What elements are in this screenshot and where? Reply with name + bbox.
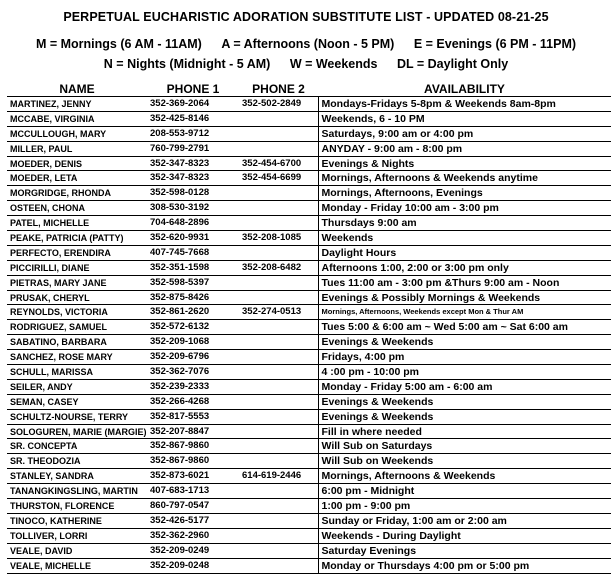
cell-availability: 4 :00 pm - 10:00 pm — [318, 365, 611, 380]
cell-phone2 — [239, 424, 318, 439]
cell-phone1: 352-598-0128 — [147, 186, 239, 201]
cell-name: TOLLIVER, LORRI — [7, 528, 147, 543]
cell-phone2 — [239, 350, 318, 365]
cell-availability: Mornings, Afternoons & Weekends anytime — [318, 171, 611, 186]
cell-phone1: 352-425-8146 — [147, 111, 239, 126]
table-row — [7, 528, 611, 543]
cell-name: SABATINO, BARBARA — [7, 335, 147, 350]
cell-name: PIETRAS, MARY JANE — [7, 275, 147, 290]
cell-phone1: 352-209-0249 — [147, 543, 239, 558]
cell-phone1: 352-867-9860 — [147, 439, 239, 454]
table-row — [7, 305, 611, 320]
cell-phone1: 352-369-2064 — [147, 97, 239, 112]
table-row — [7, 201, 611, 216]
cell-phone1: 407-745-7668 — [147, 245, 239, 260]
cell-availability: Tues 5:00 & 6:00 am ~ Wed 5:00 am ~ Sat 6:00 am — [318, 320, 611, 335]
cell-phone2 — [239, 126, 318, 141]
cell-phone2: 352-454-6700 — [239, 156, 318, 171]
table-row — [7, 97, 611, 112]
table-row — [7, 365, 611, 380]
table-body — [7, 97, 611, 574]
table-row — [7, 141, 611, 156]
cell-availability: Thursdays 9:00 am — [318, 216, 611, 231]
cell-name: RODRIGUEZ, SAMUEL — [7, 320, 147, 335]
cell-availability: Tues 11:00 am - 3:00 pm &Thurs 9:00 am - Noon — [318, 275, 611, 290]
cell-name: MILLER, PAUL — [7, 141, 147, 156]
cell-phone1: 352-351-1598 — [147, 260, 239, 275]
cell-phone1: 352-209-0248 — [147, 558, 239, 573]
cell-phone1: 352-426-5177 — [147, 513, 239, 528]
cell-phone2: 352-274-0513 — [239, 305, 318, 320]
column-header-phone1: PHONE 1 — [147, 81, 239, 97]
table-row — [7, 126, 611, 141]
cell-phone2 — [239, 216, 318, 231]
cell-availability: Will Sub on Saturdays — [318, 439, 611, 454]
cell-availability: Monday or Thursdays 4:00 pm or 5:00 pm — [318, 558, 611, 573]
cell-availability: Evenings & Weekends — [318, 409, 611, 424]
cell-name: PRUSAK, CHERYL — [7, 290, 147, 305]
cell-phone2 — [239, 454, 318, 469]
legend-evenings: E = Evenings (6 PM - 11PM) — [413, 37, 577, 51]
cell-name: SANCHEZ, ROSE MARY — [7, 350, 147, 365]
cell-availability: Evenings & Weekends — [318, 335, 611, 350]
cell-name: MCCULLOUGH, MARY — [7, 126, 147, 141]
cell-name: PERFECTO, ERENDIRA — [7, 245, 147, 260]
cell-availability: Mornings, Afternoons, Evenings — [318, 186, 611, 201]
cell-phone2: 352-454-6699 — [239, 171, 318, 186]
cell-availability: 6:00 pm - Midnight — [318, 484, 611, 499]
table-row — [7, 350, 611, 365]
legend-daylight: DL = Daylight Only — [396, 57, 509, 71]
legend-row-2 — [0, 57, 612, 71]
table-row — [7, 424, 611, 439]
legend-weekends: W = Weekends — [289, 57, 378, 71]
table-row — [7, 260, 611, 275]
cell-phone1: 760-799-2791 — [147, 141, 239, 156]
cell-name: VEALE, DAVID — [7, 543, 147, 558]
cell-phone2 — [239, 111, 318, 126]
cell-phone2: 352-208-6482 — [239, 260, 318, 275]
cell-phone1: 308-530-3192 — [147, 201, 239, 216]
column-header-name: NAME — [7, 81, 147, 97]
cell-name: TINOCO, KATHERINE — [7, 513, 147, 528]
table-row — [7, 290, 611, 305]
cell-phone2 — [239, 335, 318, 350]
cell-name: MOEDER, LETA — [7, 171, 147, 186]
cell-phone2 — [239, 484, 318, 499]
cell-phone1: 352-209-1068 — [147, 335, 239, 350]
cell-availability: Will Sub on Weekends — [318, 454, 611, 469]
cell-availability: Weekends, 6 - 10 PM — [318, 111, 611, 126]
table-row — [7, 216, 611, 231]
cell-availability: Mornings, Afternoons, Weekends except Mon & Thur AM — [318, 305, 611, 320]
column-header-availability: AVAILABILITY — [318, 81, 611, 97]
table-row — [7, 156, 611, 171]
cell-name: MCCABE, VIRGINIA — [7, 111, 147, 126]
cell-phone2 — [239, 439, 318, 454]
cell-phone2 — [239, 141, 318, 156]
cell-name: SEMAN, CASEY — [7, 394, 147, 409]
table-row — [7, 409, 611, 424]
cell-availability: ANYDAY - 9:00 am - 8:00 pm — [318, 141, 611, 156]
cell-phone1: 860-797-0547 — [147, 499, 239, 514]
cell-availability: Evenings & Possibly Mornings & Weekends — [318, 290, 611, 305]
cell-name: SCHULL, MARISSA — [7, 365, 147, 380]
table-row — [7, 513, 611, 528]
table-header-row — [7, 81, 611, 97]
cell-availability: Saturday Evenings — [318, 543, 611, 558]
cell-phone2 — [239, 499, 318, 514]
cell-availability: Fill in where needed — [318, 424, 611, 439]
column-header-phone2: PHONE 2 — [239, 81, 318, 97]
cell-availability: Monday - Friday 5:00 am - 6:00 am — [318, 379, 611, 394]
cell-name: TANANGKINGSLING, MARTIN — [7, 484, 147, 499]
cell-phone1: 352-861-2620 — [147, 305, 239, 320]
cell-name: MOEDER, DENIS — [7, 156, 147, 171]
table-row — [7, 379, 611, 394]
cell-availability: Mondays-Fridays 5-8pm & Weekends 8am-8pm — [318, 97, 611, 112]
cell-availability: Monday - Friday 10:00 am - 3:00 pm — [318, 201, 611, 216]
cell-availability: Afternoons 1:00, 2:00 or 3:00 pm only — [318, 260, 611, 275]
cell-name: SR. CONCEPTA — [7, 439, 147, 454]
cell-phone2 — [239, 365, 318, 380]
substitute-table — [7, 81, 611, 574]
table-row — [7, 171, 611, 186]
cell-availability: Weekends - During Daylight — [318, 528, 611, 543]
legend-afternoons: A = Afternoons (Noon - 5 PM) — [221, 37, 395, 51]
cell-phone2 — [239, 245, 318, 260]
cell-name: SR. THEODOZIA — [7, 454, 147, 469]
cell-phone1: 352-875-8426 — [147, 290, 239, 305]
table-row — [7, 439, 611, 454]
legend-row-1 — [0, 37, 612, 51]
table-row — [7, 394, 611, 409]
cell-name: REYNOLDS, VICTORIA — [7, 305, 147, 320]
table-row — [7, 499, 611, 514]
table-row — [7, 320, 611, 335]
cell-phone1: 352-817-5553 — [147, 409, 239, 424]
cell-phone1: 352-598-5397 — [147, 275, 239, 290]
cell-availability: Weekends — [318, 231, 611, 246]
cell-phone2 — [239, 379, 318, 394]
cell-availability: Sunday or Friday, 1:00 am or 2:00 am — [318, 513, 611, 528]
cell-phone2 — [239, 513, 318, 528]
cell-phone2 — [239, 320, 318, 335]
cell-name: PEAKE, PATRICIA (PATTY) — [7, 231, 147, 246]
cell-availability: Evenings & Nights — [318, 156, 611, 171]
cell-phone1: 352-620-9931 — [147, 231, 239, 246]
cell-phone1: 704-648-2896 — [147, 216, 239, 231]
cell-availability: Mornings, Afternoons & Weekends — [318, 469, 611, 484]
table-row — [7, 335, 611, 350]
cell-name: MORGRIDGE, RHONDA — [7, 186, 147, 201]
cell-phone2 — [239, 201, 318, 216]
cell-phone2 — [239, 290, 318, 305]
cell-phone1: 352-207-8847 — [147, 424, 239, 439]
cell-phone2: 352-208-1085 — [239, 231, 318, 246]
table-row — [7, 111, 611, 126]
cell-phone1: 407-683-1713 — [147, 484, 239, 499]
cell-phone1: 352-266-4268 — [147, 394, 239, 409]
table-row — [7, 186, 611, 201]
cell-phone1: 208-553-9712 — [147, 126, 239, 141]
table-row — [7, 558, 611, 573]
cell-phone2 — [239, 558, 318, 573]
cell-name: MARTINEZ, JENNY — [7, 97, 147, 112]
legend-mornings: M = Mornings (6 AM - 11AM) — [35, 37, 202, 51]
cell-phone1: 352-347-8323 — [147, 156, 239, 171]
cell-name: PATEL, MICHELLE — [7, 216, 147, 231]
table-row — [7, 275, 611, 290]
cell-name: SCHULTZ-NOURSE, TERRY — [7, 409, 147, 424]
cell-phone2: 614-619-2446 — [239, 469, 318, 484]
cell-phone1: 352-572-6132 — [147, 320, 239, 335]
cell-name: VEALE, MICHELLE — [7, 558, 147, 573]
cell-availability: Fridays, 4:00 pm — [318, 350, 611, 365]
cell-phone1: 352-362-2960 — [147, 528, 239, 543]
cell-phone1: 352-867-9860 — [147, 454, 239, 469]
cell-availability: Daylight Hours — [318, 245, 611, 260]
cell-availability: 1:00 pm - 9:00 pm — [318, 499, 611, 514]
table-row — [7, 454, 611, 469]
cell-phone1: 352-873-6021 — [147, 469, 239, 484]
page-title: PERPETUAL EUCHARISTIC ADORATION SUBSTITUTE LIST - UPDATED 08-21-25 — [63, 10, 549, 24]
legend-nights: N = Nights (Midnight - 5 AM) — [103, 57, 271, 71]
cell-phone1: 352-347-8323 — [147, 171, 239, 186]
cell-phone1: 352-209-6796 — [147, 350, 239, 365]
table-row — [7, 245, 611, 260]
cell-name: PICCIRILLI, DIANE — [7, 260, 147, 275]
cell-availability: Saturdays, 9:00 am or 4:00 pm — [318, 126, 611, 141]
cell-name: OSTEEN, CHONA — [7, 201, 147, 216]
cell-name: SOLOGUREN, MARIE (MARGIE) — [7, 424, 147, 439]
cell-phone2 — [239, 186, 318, 201]
cell-name: THURSTON, FLORENCE — [7, 499, 147, 514]
table-row — [7, 469, 611, 484]
cell-phone2 — [239, 528, 318, 543]
table-row — [7, 484, 611, 499]
cell-phone2: 352-502-2849 — [239, 97, 318, 112]
cell-phone2 — [239, 409, 318, 424]
cell-name: SEILER, ANDY — [7, 379, 147, 394]
cell-name: STANLEY, SANDRA — [7, 469, 147, 484]
cell-phone2 — [239, 275, 318, 290]
cell-phone1: 352-239-2333 — [147, 379, 239, 394]
cell-phone1: 352-362-7076 — [147, 365, 239, 380]
cell-availability: Evenings & Weekends — [318, 394, 611, 409]
cell-phone2 — [239, 394, 318, 409]
table-row — [7, 231, 611, 246]
